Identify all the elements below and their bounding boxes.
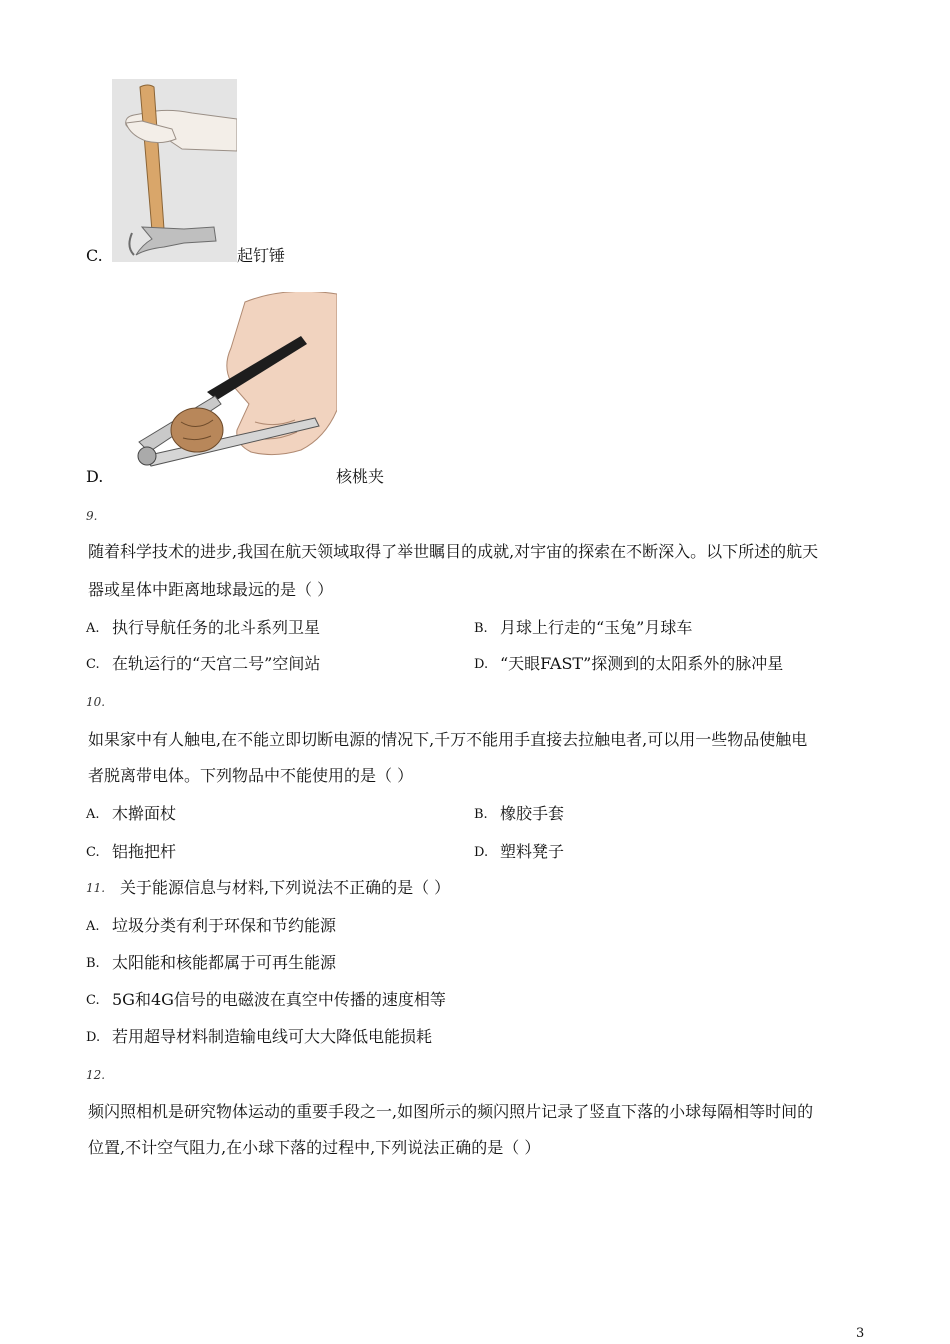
q9-option-d-text: “天眼FAST”探测到的太阳系外的脉冲星: [500, 654, 784, 673]
q10-number: 10.: [86, 695, 106, 709]
q10-option-a-letter: A.: [86, 807, 100, 822]
q11-option-d-letter: D.: [86, 1030, 101, 1045]
nutcracker-illustration: [125, 292, 337, 470]
q10-option-c-text: 铝拖把杆: [112, 842, 177, 861]
q12-stem-line2: 位置,不计空气阻力,在小球下落的过程中,下列说法正确的是（ ）: [88, 1138, 541, 1157]
q9-option-b-letter: B.: [474, 621, 488, 636]
claw-hammer-image: [112, 79, 237, 262]
q11-option-b-text: 太阳能和核能都属于可再生能源: [112, 953, 337, 972]
claw-hammer-illustration: [112, 79, 237, 262]
q9-stem-line1: 随着科学技术的进步,我国在航天领域取得了举世瞩目的成就,对宇宙的探索在不断深入。以下所述的航天: [88, 542, 819, 561]
q9-option-a-letter: A.: [86, 621, 100, 636]
q10-option-a-text: 木擀面杖: [112, 804, 177, 823]
q9-option-c-text: 在轨运行的“天宫二号”空间站: [112, 654, 321, 673]
q10-option-b-letter: B.: [474, 807, 488, 822]
nutcracker-image: [125, 292, 337, 470]
q12-number: 12.: [86, 1068, 106, 1082]
q10-option-d-letter: D.: [474, 845, 489, 860]
option-d-caption: 核桃夹: [336, 467, 385, 486]
q11-option-c-text: 5G和4G信号的电磁波在真空中传播的速度相等: [112, 990, 446, 1009]
q11-option-c-letter: C.: [86, 993, 100, 1008]
q11-option-a-text: 垃圾分类有利于环保和节约能源: [112, 916, 337, 935]
q12-stem-line1: 频闪照相机是研究物体运动的重要手段之一,如图所示的频闪照片记录了竖直下落的小球每隔相等时间的: [88, 1102, 814, 1121]
q10-stem-line1: 如果家中有人触电,在不能立即切断电源的情况下,千万不能用手直接去拉触电者,可以用一些物品使触电: [88, 730, 808, 749]
option-c-letter: C.: [86, 246, 103, 265]
q9-option-c-letter: C.: [86, 657, 100, 672]
q11-stem: 关于能源信息与材料,下列说法不正确的是（ ）: [120, 878, 451, 897]
q11-option-a-letter: A.: [86, 919, 100, 934]
page-number: 3: [856, 1326, 865, 1341]
q10-stem-line2: 者脱离带电体。下列物品中不能使用的是（ ）: [88, 766, 414, 785]
q11-option-b-letter: B.: [86, 956, 100, 971]
q9-number: 9.: [86, 509, 98, 523]
q11-option-d-text: 若用超导材料制造输电线可大大降低电能损耗: [112, 1027, 433, 1046]
q9-stem-line2: 器或星体中距离地球最远的是（ ）: [88, 580, 334, 599]
q9-option-a-text: 执行导航任务的北斗系列卫星: [112, 618, 321, 637]
option-d-letter: D.: [86, 467, 104, 486]
q9-option-d-letter: D.: [474, 657, 489, 672]
option-c-caption: 起钉锤: [237, 246, 286, 265]
q10-option-d-text: 塑料凳子: [500, 842, 565, 861]
q10-option-b-text: 橡胶手套: [500, 804, 565, 823]
q11-number: 11.: [86, 881, 106, 895]
q10-option-c-letter: C.: [86, 845, 100, 860]
q9-option-b-text: 月球上行走的“玉兔”月球车: [500, 618, 693, 637]
